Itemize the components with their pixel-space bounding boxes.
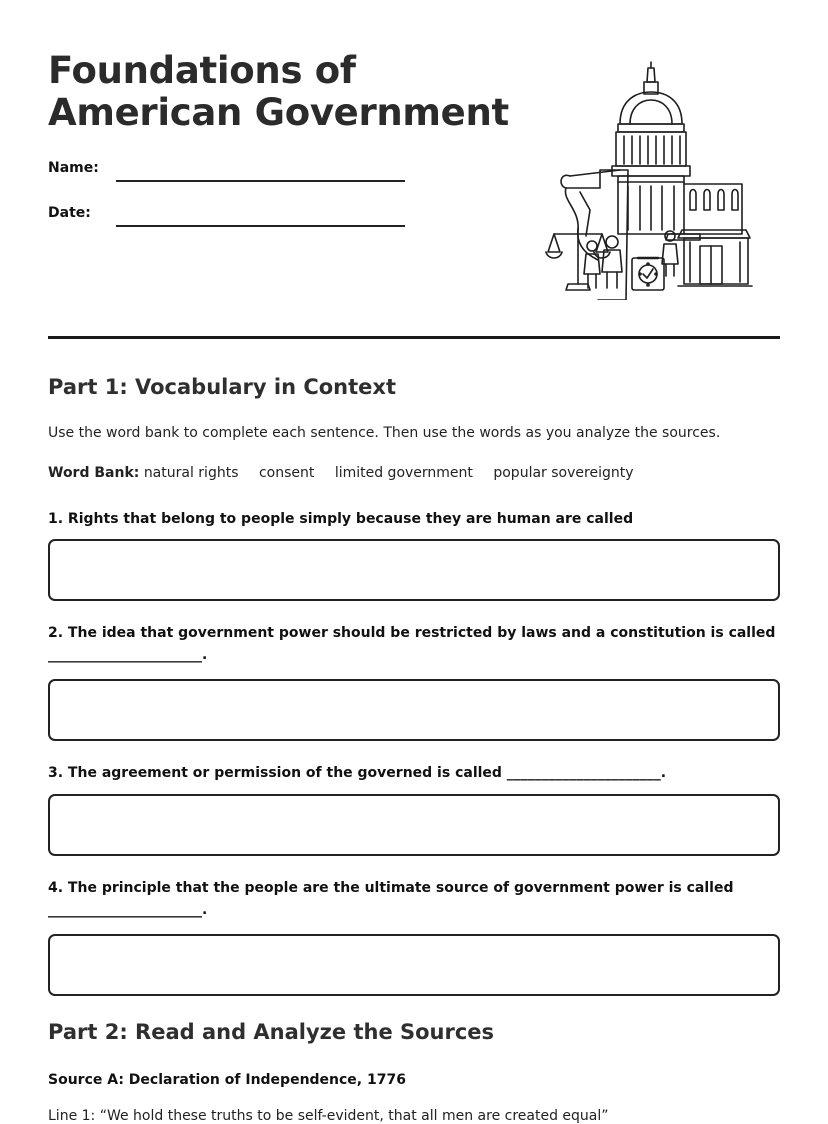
word-bank-term: consent xyxy=(258,465,315,481)
answer-box-2[interactable] xyxy=(48,679,780,741)
question-4: 4. The principle that the people are the ultimate source of government power is called ______________________. xyxy=(48,880,734,918)
title-line-2: American Government xyxy=(48,91,509,134)
answer-box-3[interactable] xyxy=(48,794,780,856)
worksheet-title xyxy=(48,50,509,134)
part1-heading: Part 1: Vocabulary in Context xyxy=(48,375,396,399)
part2-heading: Part 2: Read and Analyze the Sources xyxy=(48,1020,495,1044)
question-3: 3. The agreement or permission of the governed is called ______________________. xyxy=(48,765,667,781)
capitol-civics-illustration xyxy=(540,60,760,300)
question-2: 2. The idea that government power should be restricted by laws and a constitution is called ______________________. xyxy=(48,625,776,663)
question-1: 1. Rights that belong to people simply because they are human are called xyxy=(48,511,634,527)
name-label: Name: xyxy=(48,160,99,176)
part1-instructions: Use the word bank to complete each sentence. Then use the words as you analyze the sources. xyxy=(48,425,721,441)
source-a-title: Source A: Declaration of Independence, 1776 xyxy=(48,1072,406,1088)
title-line-1: Foundations of xyxy=(48,49,356,92)
date-blank-line[interactable] xyxy=(116,225,405,227)
name-blank-line[interactable] xyxy=(116,180,405,182)
word-bank-term: natural rights xyxy=(143,465,239,481)
word-bank-term: limited government xyxy=(334,465,473,481)
source-a-line-1: Line 1: “We hold these truths to be self-evident, that all men are created equal” xyxy=(48,1108,609,1124)
word-bank xyxy=(48,465,650,481)
answer-box-1[interactable] xyxy=(48,539,780,601)
header-divider xyxy=(48,336,780,339)
word-bank-label: Word Bank: xyxy=(48,465,140,481)
answer-box-4[interactable] xyxy=(48,934,780,996)
word-bank-term: popular sovereignty xyxy=(493,465,634,481)
date-label: Date: xyxy=(48,205,91,221)
